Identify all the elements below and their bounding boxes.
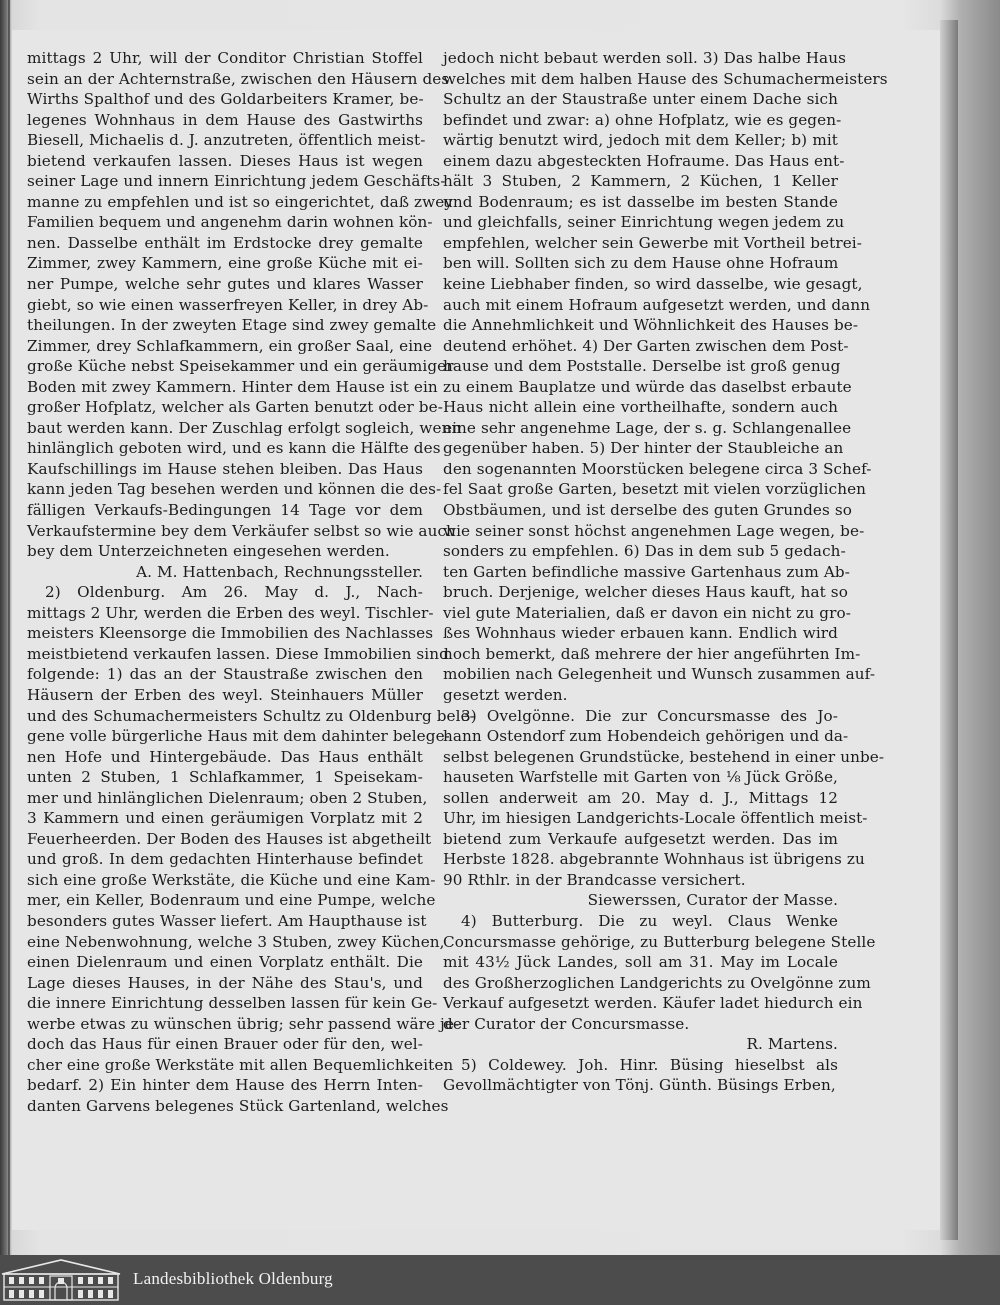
- text-line: Zimmer, zwey Kammern, eine große Küche mit ei-: [27, 254, 423, 273]
- text-line: die Annehmlichkeit und Wöhnlichkeit des Hauses be-: [443, 316, 859, 335]
- left-text-column: [27, 48, 475, 1116]
- text-line: Lage dieses Hauses, in der Nähe des Stau's, und: [27, 973, 423, 992]
- text-line: legenes Wohnhaus in dem Hause des Gastwirths: [27, 110, 423, 129]
- text-line: jedoch nicht bebaut werden soll. 3) Das halbe Haus: [443, 49, 846, 67]
- text-line: Wirths Spalthof und des Goldarbeiters Kramer, be-: [27, 90, 424, 109]
- text-line: kann jeden Tag besehen werden und können die des-: [27, 480, 442, 499]
- text-line: 5) Coldewey. Joh. Hinr. Büsing hieselbst als: [461, 1055, 838, 1074]
- text-line: und groß. In dem gedachten Hinterhause befindet: [27, 850, 423, 869]
- text-line: Gevollmächtigter von Tönj. Günth. Büsings Erben,: [443, 1076, 836, 1095]
- text-line: Biesell, Michaelis d. J. anzutreten, öffentlich meist-: [27, 131, 426, 150]
- text-line: zu einem Bauplatze und würde das daselbst erbaute: [443, 377, 852, 396]
- text-line: mittags 2 Uhr, werden die Erben des weyl. Tischler-: [27, 603, 434, 622]
- text-line: sonders zu empfehlen. 6) Das in dem sub 5 gedach-: [443, 542, 846, 561]
- text-line: manne zu empfehlen und ist so eingerichtet, daß zwey: [27, 192, 453, 211]
- text-line: Schultz an der Staustraße unter einem Dache sich: [443, 90, 838, 109]
- text-line: auch mit einem Hofraum aufgesetzt werden, und dann: [443, 295, 871, 314]
- text-line: keine Liebhaber finden, so wird dasselbe, wie gesagt,: [443, 275, 863, 294]
- text-line: selbst belegenen Grundstücke, bestehend in einer unbe-: [443, 747, 885, 766]
- text-line: ner Pumpe, welche sehr gutes und klares Wasser: [27, 275, 423, 294]
- text-line: hält 3 Stuben, 2 Kammern, 2 Küchen, 1 Keller: [443, 172, 838, 191]
- text-line: hinlänglich geboten wird, und es kann die Hälfte des: [27, 439, 441, 458]
- text-line: 90 Rthlr. in der Brandcasse versichert.: [443, 870, 746, 889]
- text-line: danten Garvens belegenes Stück Gartenland, welches: [27, 1096, 449, 1115]
- text-line: 2) Oldenburg. Am 26. May d. J., Nach-: [45, 583, 423, 602]
- binding-fold: [8, 0, 10, 1255]
- text-line: seiner Lage und innern Einrichtung jedem Geschäfts-: [27, 172, 446, 191]
- page-edge: [940, 20, 958, 1240]
- text-line: befindet und zwar: a) ohne Hofplatz, wie es gegen-: [443, 110, 842, 129]
- text-line: ben will. Sollten sich zu dem Hause ohne Hofraum: [443, 254, 839, 273]
- text-line: eine Nebenwohnung, welche 3 Stuben, zwey Küchen,: [27, 932, 445, 951]
- text-line: und des Schumachermeisters Schultz zu Oldenburg bele-: [27, 706, 475, 725]
- text-line: noch bemerkt, daß mehrere der hier angeführten Im-: [443, 644, 861, 663]
- text-line: fälligen Verkaufs-Bedingungen 14 Tage vor dem: [27, 501, 423, 520]
- text-line: einem dazu abgesteckten Hofraume. Das Haus ent-: [443, 151, 845, 170]
- text-line: die innere Einrichtung desselben lassen für kein Ge-: [27, 994, 438, 1013]
- text-line: mobilien nach Gelegenheit und Wunsch zusammen auf-: [443, 665, 876, 684]
- text-line: hause und dem Poststalle. Derselbe ist groß genug: [443, 357, 841, 376]
- footer-bar: [0, 1255, 1000, 1305]
- text-line: und gleichfalls, seiner Einrichtung wegen jedem zu: [443, 213, 845, 232]
- text-line: Boden mit zwey Kammern. Hinter dem Hause ist ein: [27, 377, 438, 396]
- text-line: sollen anderweit am 20. May d. J., Mittags 12: [443, 788, 838, 807]
- text-line: sein an der Achternstraße, zwischen den Häusern des: [27, 69, 450, 88]
- text-line: 4) Butterburg. Die zu weyl. Claus Wenke: [461, 911, 838, 930]
- library-building-logo: [0, 1258, 122, 1302]
- text-line: nen. Dasselbe enthält im Erdstocke drey gemalte: [27, 233, 423, 252]
- text-line: mit 43½ Jück Landes, soll am 31. May im Locale: [443, 953, 838, 972]
- text-line: des Großherzoglichen Landgerichts zu Ovelgönne zum: [443, 973, 871, 992]
- text-line: folgende: 1) das an der Staustraße zwischen den: [27, 665, 423, 684]
- text-line: besonders gutes Wasser liefert. Am Haupthause ist: [27, 911, 427, 930]
- text-line: Obstbäumen, und ist derselbe des guten Grundes so: [443, 501, 852, 520]
- text-line: fel Saat große Garten, besetzt mit vielen vorzüglichen: [443, 480, 867, 499]
- text-line: meistbietend verkaufen lassen. Diese Immobilien sind: [27, 644, 449, 663]
- text-line: der Curator der Concursmasse.: [443, 1014, 690, 1033]
- text-line: gegenüber haben. 5) Der hinter der Staubleiche an: [443, 439, 844, 458]
- text-line: Siewerssen, Curator der Masse.: [587, 891, 838, 910]
- text-line: bietend verkaufen lassen. Dieses Haus ist wegen: [27, 151, 423, 170]
- text-line: hauseten Warfstelle mit Garten von ⅛ Jück Größe,: [443, 768, 838, 787]
- text-line: Uhr, im hiesigen Landgerichts-Locale öffentlich meist-: [443, 809, 868, 828]
- text-line: Herbste 1828. abgebrannte Wohnhaus ist übrigens zu: [443, 850, 865, 869]
- text-line: Haus nicht allein eine vortheilhafte, sondern auch: [443, 398, 838, 417]
- text-line: Zimmer, drey Schlafkammern, ein großer Saal, eine: [27, 336, 433, 355]
- text-line: Concursmasse gehörige, zu Butterburg belegene Stelle: [443, 932, 876, 951]
- text-line: 3) Ovelgönne. Die zur Concursmasse des Jo-: [461, 706, 838, 725]
- text-line: große Küche nebst Speisekammer und ein geräumiger: [27, 357, 454, 376]
- text-line: nen Hofe und Hintergebäude. Das Haus enthält: [27, 747, 423, 766]
- text-line: einen Dielenraum und einen Vorplatz enthält. Die: [27, 953, 423, 972]
- text-line: Verkaufstermine bey dem Verkäufer selbst so wie auch: [27, 521, 456, 540]
- text-line: Kaufschillings im Hause stehen bleiben. Das Haus: [27, 459, 423, 478]
- text-line: doch das Haus für einen Brauer oder für den, wel-: [27, 1035, 423, 1054]
- text-line: A. M. Hattenbach, Rechnungssteller.: [136, 562, 423, 581]
- text-line: empfehlen, welcher sein Gewerbe mit Vortheil betrei-: [443, 233, 862, 252]
- text-line: gene volle bürgerliche Haus mit dem dahinter belege-: [27, 727, 450, 746]
- text-line: cher eine große Werkstäte mit allen Bequemlichkeiten: [27, 1055, 454, 1074]
- text-line: wärtig benutzt wird, jedoch mit dem Keller; b) mit: [443, 131, 838, 150]
- text-line: viel gute Materialien, daß er davon ein nicht zu gro-: [443, 603, 851, 622]
- text-line: und Bodenraum; es ist dasselbe im besten Stande: [443, 192, 838, 211]
- text-line: welches mit dem halben Hause des Schumachermeisters: [443, 69, 888, 88]
- text-line: wie seiner sonst höchst angenehmen Lage wegen, be-: [443, 521, 865, 540]
- text-line: gesetzt werden.: [443, 685, 568, 704]
- text-line: deutend erhöhet. 4) Der Garten zwischen dem Post-: [443, 336, 849, 355]
- text-line: unten 2 Stuben, 1 Schlafkammer, 1 Speisekam-: [27, 768, 423, 787]
- text-line: Familien bequem und angenehm darin wohnen kön-: [27, 213, 433, 232]
- text-line: ten Garten befindliche massive Gartenhaus zum Ab-: [443, 562, 850, 581]
- text-line: bruch. Derjenige, welcher dieses Haus kauft, hat so: [443, 583, 848, 602]
- text-line: mittags 2 Uhr, will der Conditor Christian Stoffel: [27, 49, 423, 67]
- text-line: sich eine große Werkstäte, die Küche und eine Kam-: [27, 870, 436, 889]
- text-line: den sogenannten Moorstücken belegene circa 3 Schef-: [443, 459, 872, 478]
- text-line: Verkauf aufgesetzt werden. Käufer ladet hiedurch ein: [443, 994, 863, 1013]
- text-line: theilungen. In der zweyten Etage sind zwey gemalte: [27, 316, 437, 335]
- text-line: eine sehr angenehme Lage, der s. g. Schlangenallee: [443, 418, 852, 437]
- text-line: meisters Kleensorge die Immobilien des Nachlasses: [27, 624, 434, 643]
- text-line: ßes Wohnhaus wieder erbauen kann. Endlich wird: [443, 624, 838, 643]
- library-name: Landesbibliothek Oldenburg: [133, 1269, 333, 1288]
- text-line: bedarf. 2) Ein hinter dem Hause des Herrn Inten-: [27, 1076, 423, 1095]
- text-line: Häusern der Erben des weyl. Steinhauers Müller: [27, 685, 423, 704]
- text-line: werbe etwas zu wünschen übrig; sehr passend wäre je-: [27, 1014, 460, 1033]
- text-line: R. Martens.: [746, 1035, 838, 1054]
- text-line: mer und hinlänglichen Dielenraum; oben 2 Stuben,: [27, 788, 428, 807]
- text-line: giebt, so wie einen wasserfreyen Keller, in drey Ab-: [27, 295, 429, 314]
- text-line: 3 Kammern und einen geräumigen Vorplatz mit 2: [27, 809, 423, 828]
- text-line: bietend zum Verkaufe aufgesetzt werden. Das im: [443, 829, 838, 848]
- right-text-column: [443, 48, 888, 1096]
- text-line: Feuerheerden. Der Boden des Hauses ist abgetheilt: [27, 829, 432, 848]
- text-line: baut werden kann. Der Zuschlag erfolgt sogleich, wenn: [27, 418, 462, 437]
- text-line: mer, ein Keller, Bodenraum und eine Pumpe, welche: [27, 891, 436, 910]
- text-line: bey dem Unterzeichneten eingesehen werden.: [27, 542, 390, 561]
- text-line: großer Hofplatz, welcher als Garten benutzt oder be-: [27, 398, 443, 417]
- text-line: hann Ostendorf zum Hobendeich gehörigen und da-: [443, 727, 849, 746]
